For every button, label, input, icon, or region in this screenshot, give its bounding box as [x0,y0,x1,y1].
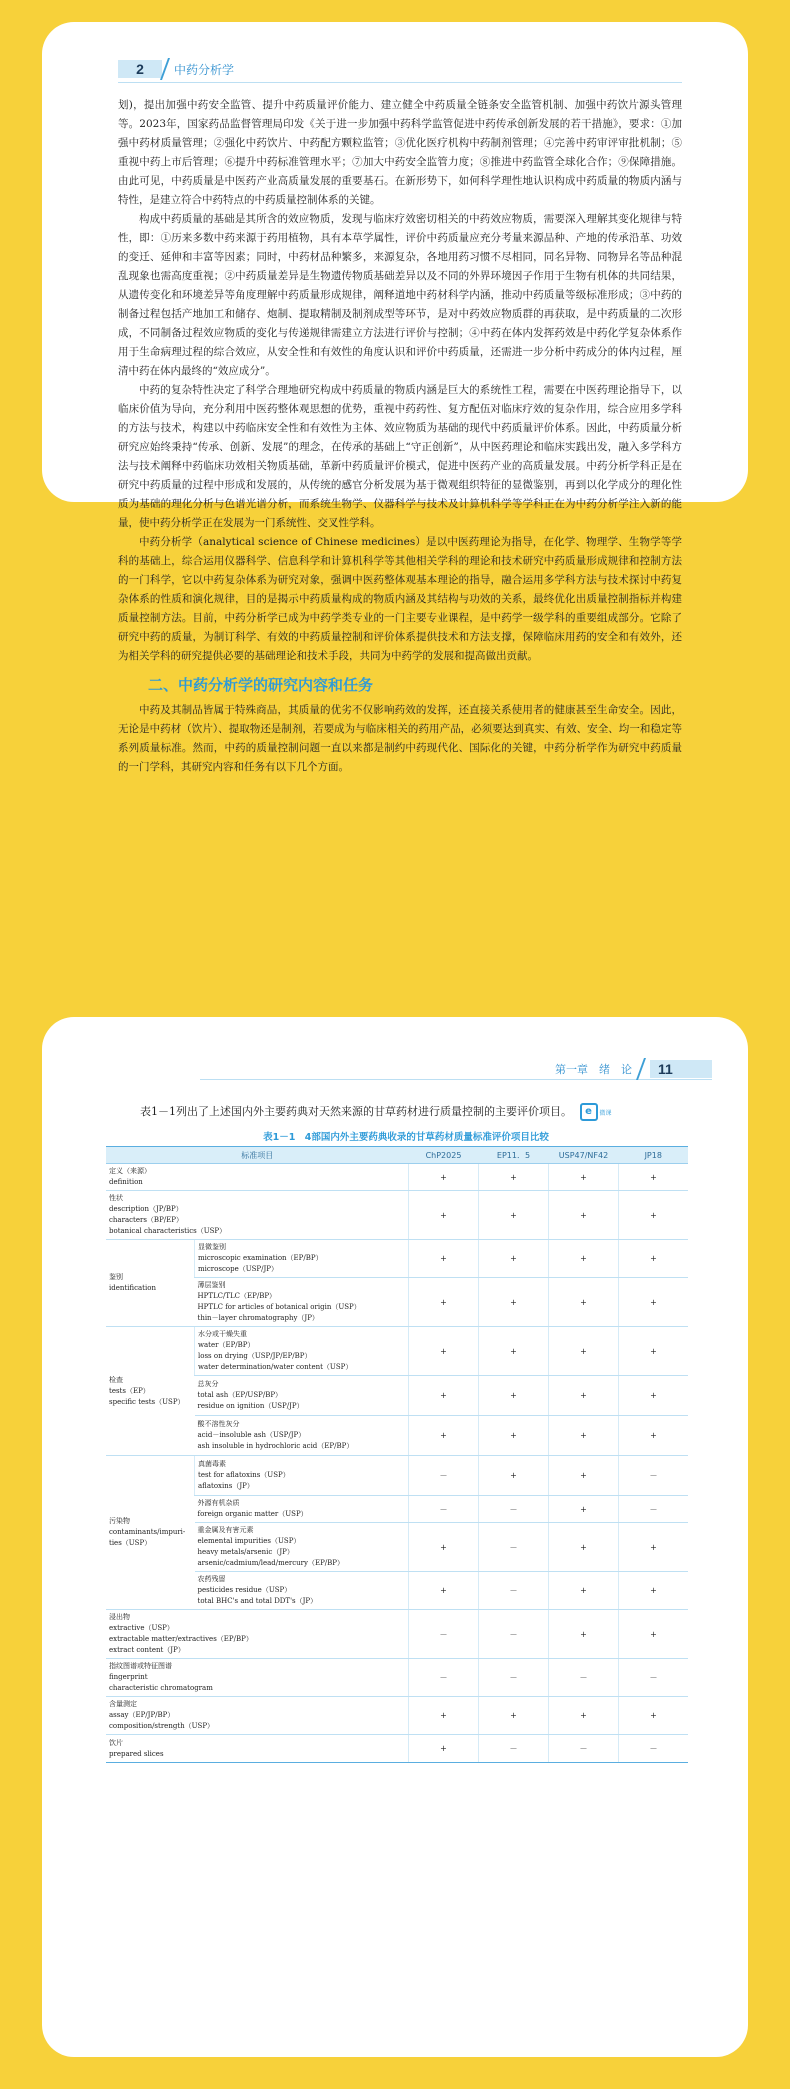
mark-cell: － [479,1610,549,1659]
paragraph: 中药分析学（analytical science of Chinese medicines）是以中医药理论为指导，在化学、物理学、生物学等学科的基础上，综合运用仪器科学、信息科学和计算机科学等其他相关学科的理论和技术研究中药质量形成规律和控制方法的一门科学，它以中药复杂体系为研究对象，强调中医药整体观基本理论的指导，融合运用多学科方法与技术探讨中药复杂体系的性质和演化规律，目的是揭示中药质量构成的物质内涵及其结构与功效的关系，最终优化出质量控制指标并构建质量控制方法。目前，中药分析学已成为中药学类专业的一门主要专业课程，是中药学一级学科的重要组成部分。它除了研究中药的质量，为制订科学、有效的中药质量控制和评价体系提供技术和方法支撑，保障临床用药的安全和有效外，还为相关学科的研究提供必要的基础理论和技术手段，共同为中药学的发展和提高做出贡献。 [118,536,682,662]
table-row [106,1610,688,1659]
item-group-line: 性状 [109,1194,123,1202]
mark-cell: + [409,1278,479,1327]
item-group-line: 指纹图谱或特征图谱 [109,1662,172,1670]
mark-cell: + [549,1278,619,1327]
item-group-line: 污染物 [109,1517,130,1525]
mark-cell: + [479,1191,549,1240]
sub-item-line: 薄层鉴别 [197,1281,226,1289]
sub-item-line: water（EP/BP） [198,1341,255,1349]
item-group-line: extractive（USP） [109,1624,174,1632]
mark-cell: + [479,1697,549,1735]
mark-cell: + [409,1735,479,1763]
mark-cell: － [409,1496,479,1523]
paragraph: 划)，提出加强中药安全监管、提升中药质量评价能力、建立健全中药质量全链条安全监管机制、加强中药饮片源头管理等。2023年，国家药品监督管理局印发《关于进一步加强中药科学监管促进中药传承创新发展的若干措施》，要求：①加强中药材质量管理；②强化中药饮片、中药配方颗粒监管；③优化医疗机构中药制剂管理；④完善中药审评审批机制；⑤重视中药上市后管理；⑥提升中药标准管理水平；⑦加大中药安全监管力度；⑧推进中药监管全球化合作；⑨保障措施。由此可见，中药质量是中医药产业高质量发展的重要基石。在新形势下，如何科学理性地认识构成中药质量的物质内涵与特性，是建立符合中药特点的中药质量控制体系的关键。 [118,99,682,206]
mark-cell: + [619,1376,689,1416]
mark-cell: + [549,1572,619,1610]
section-heading: 二、中药分析学的研究内容和任务 [148,676,374,694]
mark-cell: + [479,1164,549,1191]
item-group-line: extract content（JP） [109,1646,185,1654]
item-group-line: assay（EP/JP/BP） [109,1711,175,1719]
book-page-11 [42,1017,748,2057]
sub-item-cell [195,1278,409,1327]
table-row [106,1456,688,1496]
mark-cell: + [619,1523,689,1572]
sub-item-cell [195,1523,409,1572]
sub-item-line: elemental impurities（USP） [197,1537,301,1545]
item-group-line: specific tests（USP） [109,1397,185,1406]
mark-cell: + [409,1240,479,1278]
sub-item-cell [195,1240,409,1278]
mark-cell: － [619,1496,689,1523]
item-group-line: 检查 [109,1375,123,1384]
sub-item-line: 农药残留 [197,1575,226,1583]
sub-item-cell [195,1376,409,1416]
item-group-line: extractable matter/extractives（EP/BP） [109,1635,253,1643]
sub-item-line: 总灰分 [197,1380,219,1388]
item-group-line: identification [109,1284,156,1292]
running-title: 中药分析学 [174,63,235,77]
item-group-line: contaminants/impuri- [109,1528,186,1536]
mark-cell: + [549,1496,619,1523]
item-group-line: prepared slices [109,1749,164,1758]
item-group-cell [106,1191,409,1240]
mark-cell: + [549,1240,619,1278]
sub-item-line: 重金属及有害元素 [197,1526,254,1534]
mark-cell: + [479,1278,549,1327]
sub-item-line: total ash（EP/USP/BP） [197,1391,283,1399]
mark-cell: + [409,1164,479,1191]
item-group-line: 鉴别 [109,1273,123,1281]
table-body [106,1164,688,1763]
item-group-line: botanical characteristics（USP） [109,1227,227,1235]
section-body [100,701,712,777]
page-header [100,1057,712,1081]
item-group-line: fingerprint [109,1673,148,1681]
mark-cell: + [619,1240,689,1278]
mark-cell: + [409,1416,479,1456]
micro-lesson-label[interactable]: 微课 [599,1109,612,1117]
mark-cell: － [479,1496,549,1523]
item-group-line: 定义（来源） [109,1167,151,1175]
mark-cell: + [479,1456,549,1496]
mark-cell: + [549,1416,619,1456]
item-group-line: definition [109,1178,143,1186]
mark-cell: + [619,1610,689,1659]
item-group-cell [106,1164,409,1191]
chapter-label: 第一章 绪 论 [555,1063,632,1076]
sub-item-line: HPTLC/TLC（EP/BP） [197,1292,277,1300]
item-group-line: description（JP/BP） [109,1205,183,1213]
item-group-cell [106,1240,195,1327]
item-group-line: 浸出物 [109,1613,130,1621]
column-header: EP11．5 [479,1147,549,1164]
intro-text: 表1－1列出了上述国内外主要药典对天然来源的甘草药材进行质量控制的主要评价项目。 [140,1105,572,1118]
mark-cell: + [619,1278,689,1327]
sub-item-line: arsenic/cadmium/lead/mercury（EP/BP） [197,1559,345,1567]
mark-cell: + [549,1191,619,1240]
mark-cell: + [409,1327,479,1376]
mark-cell: + [549,1376,619,1416]
mark-cell: + [409,1376,479,1416]
micro-lesson-icon[interactable]: e [580,1103,598,1121]
sub-item-line: microscope（USP/JP） [198,1265,278,1273]
standards-table [106,1146,688,1763]
sub-item-line: water determination/water content（USP） [198,1363,353,1371]
column-header: ChP2025 [409,1147,479,1164]
table-row [106,1164,688,1191]
item-group-cell [106,1327,195,1456]
body-text [100,96,712,666]
sub-item-line: microscopic examination（EP/BP） [198,1254,323,1262]
mark-cell: － [409,1659,479,1697]
mark-cell: + [409,1572,479,1610]
mark-cell: + [479,1240,549,1278]
mark-cell: + [409,1523,479,1572]
sub-item-line: acid－insoluble ash（USP/JP） [197,1431,306,1439]
table-title: 表1－1 4部国内外主要药典收录的甘草药材质量标准评价项目比较 [263,1132,549,1143]
item-group-line: characteristic chromatogram [109,1684,213,1692]
sub-item-line: total BHC's and total DDT's（JP） [197,1597,318,1605]
table-row [106,1191,688,1240]
sub-item-line: 水分或干燥失重 [198,1330,247,1338]
paragraph: 构成中药质量的基础是其所含的效应物质，发现与临床疗效密切相关的中药效应物质，需要深入理解其变化规律与特性，即：①历来多数中药来源于药用植物，具有本草学属性，评价中药质量应充分考量来源品种、产地的传承沿革、功效的变迁、延伸和丰富等因素；同时，中药材品种繁多，来源复杂，各地用药习惯不尽相同，同名异物、同物异名等品种混乱现象也需高度重视；②中药质量差异是生物遗传物质基础差异以及不同的外界环境因子作用于生物有机体的共同结果，从遗传变化和环境差异等角度理解中药质量形成规律，阐释道地中药材科学内涵，推动中药质量等级标准形成；③中药的制备过程包括产地加工和储存、炮制、提取精制及制剂成型等环节，是对中药效应物质群的再获取，是中药质量的二次形成，不同制备过程效应物质的变化与传递规律需建立方法进行评价与控制；④中药在体内发挥药效是中药化学复杂体系作用于生命病理过程的综合效应，从安全性和有效性的角度认识和评价中药质量，还需进一步分析中药成分的体内过程，厘清中药在体内最终的“效应成分”。 [118,213,682,377]
paragraph: 中药的复杂特性决定了科学合理地研究构成中药质量的物质内涵是巨大的系统性工程，需要在中医药理论指导下，以临床价值为导向，充分利用中医药整体观思想的优势，重视中药药性、复方配伍对临床疗效的复杂作用，综合应用多学科的方法与技术，构建以中药临床安全性和有效性为主体、效应物质为基础的现代中药质量评价体系。因此，中药质量分析研究应始终秉持“传承、创新、发展”的理念，在传承的基础上“守正创新”，从中医药理论和临床实践出发，融入多学科方法与技术阐释中药临床功效相关物质基础，革新中药质量评价模式，促进中医药产业的高质量发展。中药分析学科正是在研究中药质量的过程中形成和发展的，从传统的感官分析发展为基于微观组织特征的显微鉴别，再到以化学成分的理化性质为基础的理化分析与色谱光谱分析，而系统生物学、仪器科学与技术及计算机科学等学科正在为中药分析学注入新的能量，使中药分析学正在发展为一门系统性、交叉性学科。 [118,384,682,529]
sub-item-line: pesticides residue（USP） [197,1586,292,1594]
sub-item-line: ash insoluble in hydrochloric acid（EP/BP） [197,1442,354,1450]
item-group-line: composition/strength（USP） [109,1722,215,1730]
table-header-row [106,1147,688,1164]
header-slash [636,1058,646,1080]
mark-cell: + [619,1191,689,1240]
mark-cell: + [549,1456,619,1496]
sub-item-cell [195,1572,409,1610]
item-group-cell [106,1735,409,1763]
mark-cell: + [619,1697,689,1735]
item-group-line: 含量测定 [109,1700,137,1708]
mark-cell: + [549,1697,619,1735]
column-header: JP18 [619,1147,689,1164]
sub-item-line: loss on drying（USP/JP/EP/BP） [198,1352,312,1360]
sub-item-line: foreign organic matter（USP） [197,1510,308,1518]
sub-item-line: 酸不溶性灰分 [197,1420,240,1428]
sub-item-cell [195,1327,409,1376]
mark-cell: － [549,1659,619,1697]
mark-cell: + [479,1376,549,1416]
mark-cell: － [619,1735,689,1763]
sub-item-line: test for aflatoxins（USP） [198,1471,290,1479]
sub-item-line: residue on ignition（USP/JP） [197,1402,304,1410]
table-intro [118,1103,712,1121]
item-group-cell [106,1456,195,1610]
table-row [106,1735,688,1763]
mark-cell: － [479,1659,549,1697]
mark-cell: + [619,1164,689,1191]
page-header [100,60,712,82]
sub-item-line: HPTLC for articles of botanical origin（USP） [197,1303,361,1311]
mark-cell: + [409,1697,479,1735]
table-row [106,1327,688,1376]
item-group-cell [106,1610,409,1659]
sub-item-line: thin－layer chromatography（JP） [197,1314,319,1322]
book-page-2 [42,22,748,773]
sub-item-line: 真菌毒素 [198,1460,226,1468]
sub-item-line: heavy metals/arsenic（JP） [197,1548,294,1556]
mark-cell: － [409,1610,479,1659]
mark-cell: － [479,1572,549,1610]
sub-item-line: 显微鉴别 [198,1243,226,1251]
mark-cell: + [409,1191,479,1240]
column-header: USP47/NF42 [549,1147,619,1164]
table-row [106,1697,688,1735]
item-group-cell [106,1659,409,1697]
mark-cell: － [619,1456,689,1496]
mark-cell: + [479,1327,549,1376]
sub-item-cell [195,1456,409,1496]
table-row [106,1659,688,1697]
mark-cell: + [619,1416,689,1456]
page-number: 2 [118,60,162,78]
mark-cell: + [479,1416,549,1456]
item-group-line: characters（BP/EP） [109,1216,183,1224]
page-number: 11 [650,1060,712,1078]
mark-cell: － [479,1735,549,1763]
mark-cell: + [619,1572,689,1610]
item-group-cell [106,1697,409,1735]
column-header: 标准项目 [106,1147,409,1164]
sub-item-line: 外源有机杂质 [197,1499,240,1507]
mark-cell: + [549,1327,619,1376]
item-group-line: tests（EP） [109,1386,150,1395]
mark-cell: － [619,1659,689,1697]
item-group-line: ties（USP） [109,1539,152,1547]
sub-item-cell [195,1496,409,1523]
mark-cell: + [549,1164,619,1191]
header-rule [118,82,682,83]
item-group-line: 饮片 [109,1738,123,1747]
mark-cell: － [549,1735,619,1763]
paragraph: 中药及其制品皆属于特殊商品，其质量的优劣不仅影响药效的发挥，还直接关系使用者的健康甚至生命安全。因此，无论是中药材（饮片）、提取物还是制剂，若要成为与临床相关的药用产品，必须要达到真实、有效、安全、均一和稳定等系列质量标准。然而，中药的质量控制问题一直以来都是制约中药现代化、国际化的关键，中药分析学作为研究中药质量的一门学科，其研究内容和任务有以下几个方面。 [118,704,682,773]
mark-cell: + [549,1523,619,1572]
table-row [106,1240,688,1278]
sub-item-cell [195,1416,409,1456]
mark-cell: + [619,1327,689,1376]
sub-item-line: aflatoxins（JP） [198,1482,254,1490]
mark-cell: － [479,1523,549,1572]
mark-cell: + [549,1610,619,1659]
mark-cell: － [409,1456,479,1496]
